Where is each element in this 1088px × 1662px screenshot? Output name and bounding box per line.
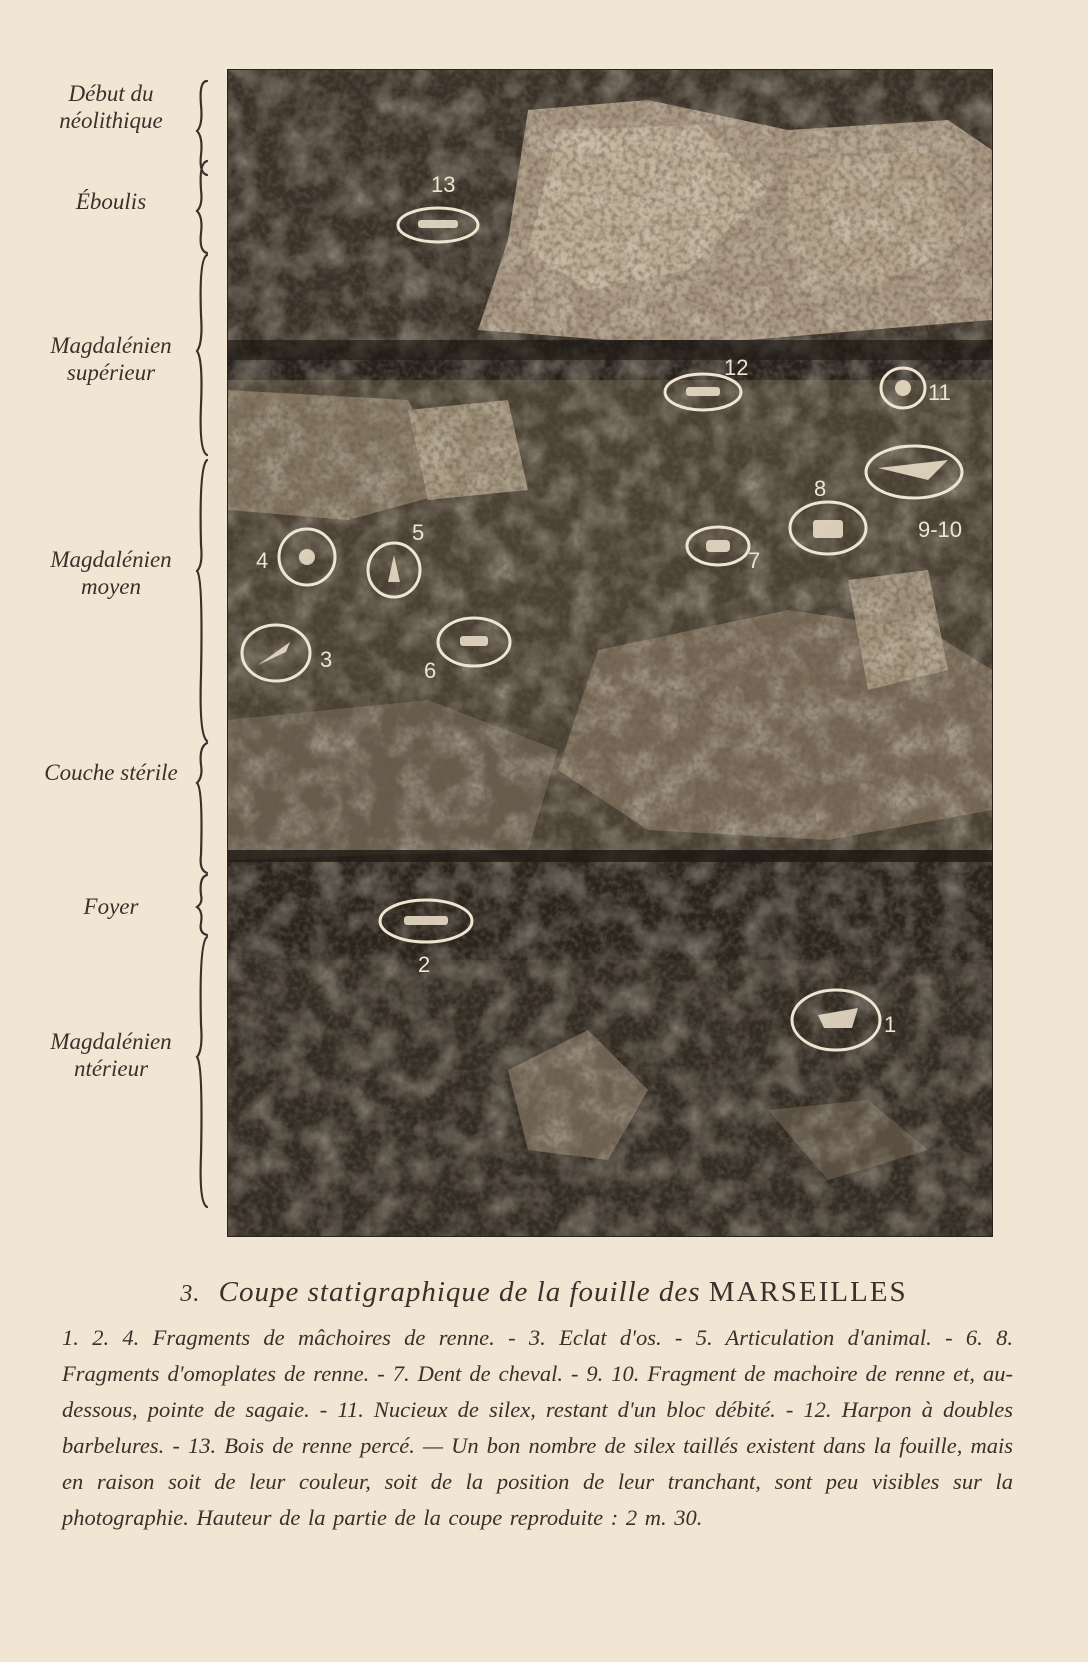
marker-label-7: 7 [748, 548, 761, 573]
caption-place: MARSEILLES [708, 1276, 908, 1308]
marker-label-8: 8 [814, 476, 827, 501]
layer-label-magdalenien-moyen: Magdalénien moyen [50, 547, 172, 599]
marker-label-11: 11 [928, 380, 951, 405]
brace-magdalenien-moyen [197, 460, 207, 741]
layer-label-neolithique: Début du néolithique [59, 81, 163, 133]
brace-couche-sterile [197, 743, 207, 873]
layer-label-magdalenien-superieur: Magdalénien supérieur [50, 333, 172, 385]
marker-label-12: 12 [724, 355, 749, 380]
caption-number: 3. [180, 1281, 201, 1307]
brace-foyer [197, 875, 207, 935]
layer-label-couche-sterile: Couche stérile [44, 760, 178, 785]
marker-label-2: 2 [418, 952, 431, 977]
layer-label-foyer: Foyer [83, 894, 139, 919]
brace-magdalenien-superieur [197, 255, 207, 455]
brace-magdalenien-anterieur [197, 937, 207, 1207]
marker-label-5: 5 [412, 520, 425, 545]
layer-label-eboulis: Éboulis [75, 189, 147, 214]
excavation-photo-drawing [228, 70, 992, 1236]
caption-title-text: Coupe statigraphique de la fouille des [218, 1276, 701, 1308]
marker-label-4: 4 [256, 548, 269, 573]
marker-label-1: 1 [884, 1012, 897, 1037]
layer-label-magdalenien-anterieur: Magdalénien ntérieur [50, 1029, 172, 1081]
caption-body: 1. 2. 4. Fragments de mâchoires de renne. - 3. Eclat d'os. - 5. Articulation d'animal. - 6. 8. Fragments d'omoplates de renne. - 7. Dent de cheval. - 9. 10. Fragment de machoire de renne et, au-dessous, pointe de sagaie. - 11. Nucieux de silex, restant d'un bloc débité. - 12. Harpon à doubles barbelures. - 13. Bois de renne percé. — Un bon nombre de silex taillés existent dans la fouille, mais en raison soit de leur couleur, soit de la position de leur tranchant, sont peu visibles sur la photographie. Hauteur de la partie de la coupe reproduite : 2 m. 30. [62, 1325, 1013, 1530]
marker-label-9-10: 9-10 [918, 517, 963, 542]
marker-label-6: 6 [424, 658, 437, 683]
excavation-photo [228, 70, 992, 1236]
marker-label-13: 13 [431, 172, 456, 197]
marker-label-3: 3 [320, 647, 333, 672]
caption-title [0, 1276, 1088, 1309]
